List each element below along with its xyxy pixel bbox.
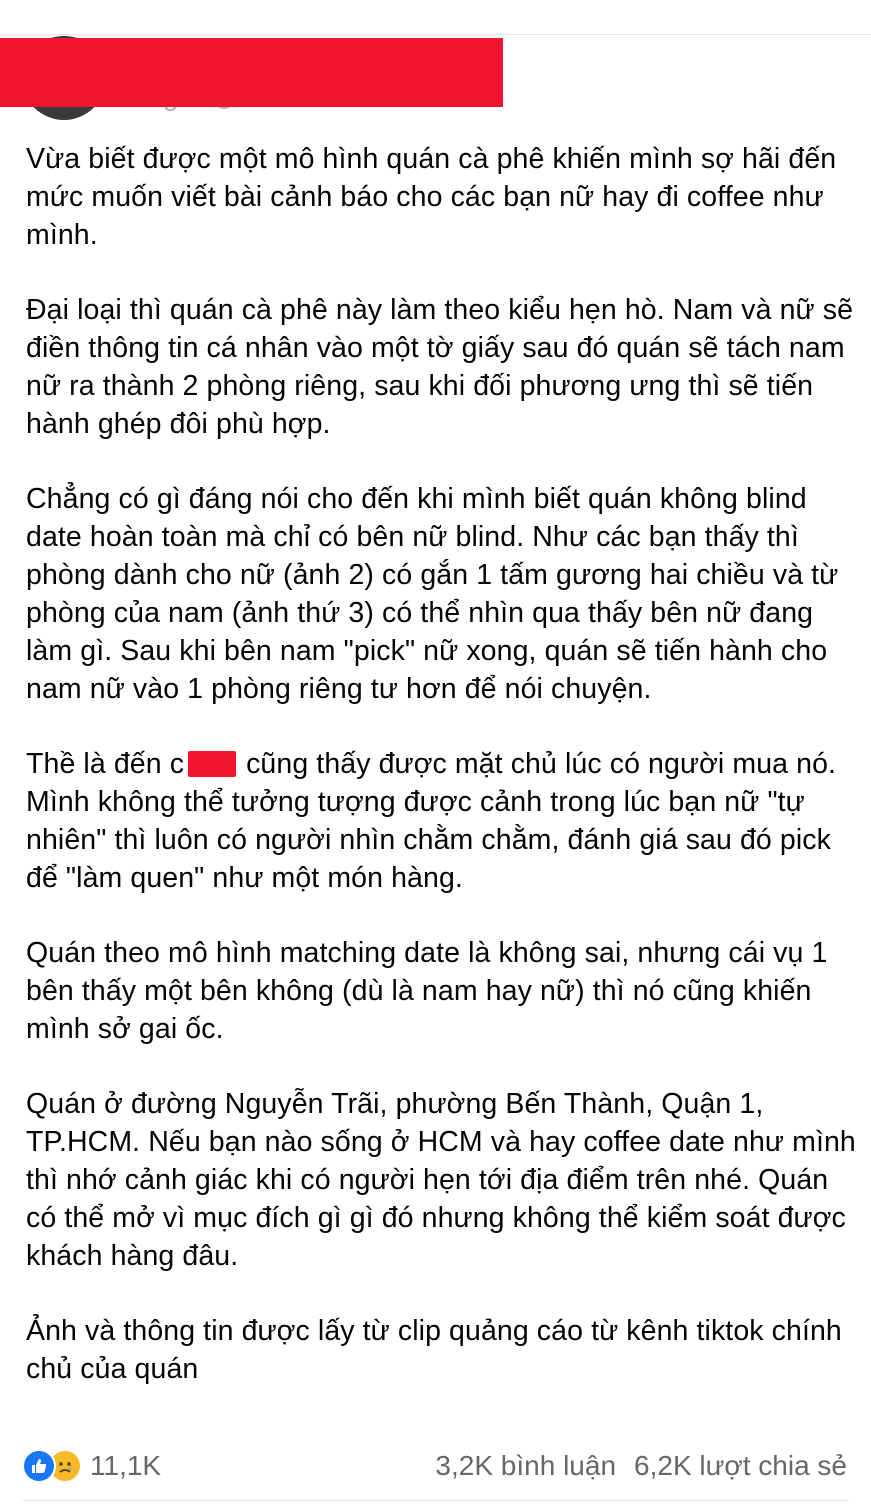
redaction-bar: [0, 38, 503, 107]
comment-count-link[interactable]: 3,2K bình luận: [435, 1450, 617, 1481]
paragraph-text-start: Thề là đến c: [26, 748, 185, 780]
thumbs-up-icon: [22, 1449, 56, 1483]
post-header: [0, 0, 871, 130]
post-paragraph: Chẳng có gì đáng nói cho đến khi mình biết quán không blind date hoàn toàn mà chỉ có bên nữ blind. Như các bạn thấy thì phòng dành cho nữ (ảnh 2) có gắn 1 tấm gương hai chiều và từ phòng của nam (ảnh thứ 3) có thể nhìn qua thấy bên nữ đang làm gì. Sau khi bên nam "pick" nữ xong, quán sẽ tiến hành cho nam nữ vào 1 phòng riêng tư hơn để nói chuyện.: [26, 483, 839, 705]
post-paragraph: Quán ở đường Nguyễn Trãi, phường Bến Thành, Quận 1, TP.HCM. Nếu bạn nào sống ở HCM và hay coffee date như mình thì nhớ cảnh giác khi có người hẹn tới địa điểm trên nhé. Quán có thể mở vì mục đích gì gì đó nhưng không thể kiểm soát được khách hàng đâu.: [26, 1088, 856, 1272]
post-paragraph: Quán theo mô hình matching date là không sai, nhưng cái vụ 1 bên thấy một bên không (dù là nam hay nữ) thì nó cũng khiến mình sở gai ốc.: [26, 937, 828, 1045]
inline-redaction: [188, 751, 236, 777]
post-stats: [435, 1450, 847, 1482]
post-text: [26, 140, 856, 1425]
post-paragraph: Ảnh và thông tin được lấy từ clip quảng cáo từ kênh tiktok chính chủ của quán: [26, 1315, 842, 1385]
bottom-divider: [22, 1500, 849, 1501]
paragraph-text-end: cũng thấy được mặt chủ lúc có người mua nó. Mình không thể tưởng tượng được cảnh trong lúc bạn nữ "tự nhiên" thì luôn có người nhìn chằm chằm, đánh giá sau đó pick để "làm quen" như một món hàng.: [26, 748, 837, 894]
post-paragraph: [26, 745, 856, 897]
share-count-link[interactable]: 6,2K lượt chia sẻ: [634, 1450, 847, 1481]
post-footer: [22, 1444, 847, 1488]
reaction-count: 11,1K: [90, 1450, 162, 1481]
post-paragraph: Vừa biết được một mô hình quán cà phê khiến mình sợ hãi đến mức muốn viết bài cảnh báo cho các bạn nữ hay đi coffee như mình.: [26, 143, 837, 251]
post-paragraph: Đại loại thì quán cà phê này làm theo kiểu hẹn hò. Nam và nữ sẽ điền thông tin cá nhân vào một tờ giấy sau đó quán sẽ tách nam nữ ra thành 2 phòng riêng, sau khi đối phương ưng thì sẽ tiến hành ghép đôi phù hợp.: [26, 294, 854, 440]
reaction-summary[interactable]: [22, 1449, 161, 1483]
